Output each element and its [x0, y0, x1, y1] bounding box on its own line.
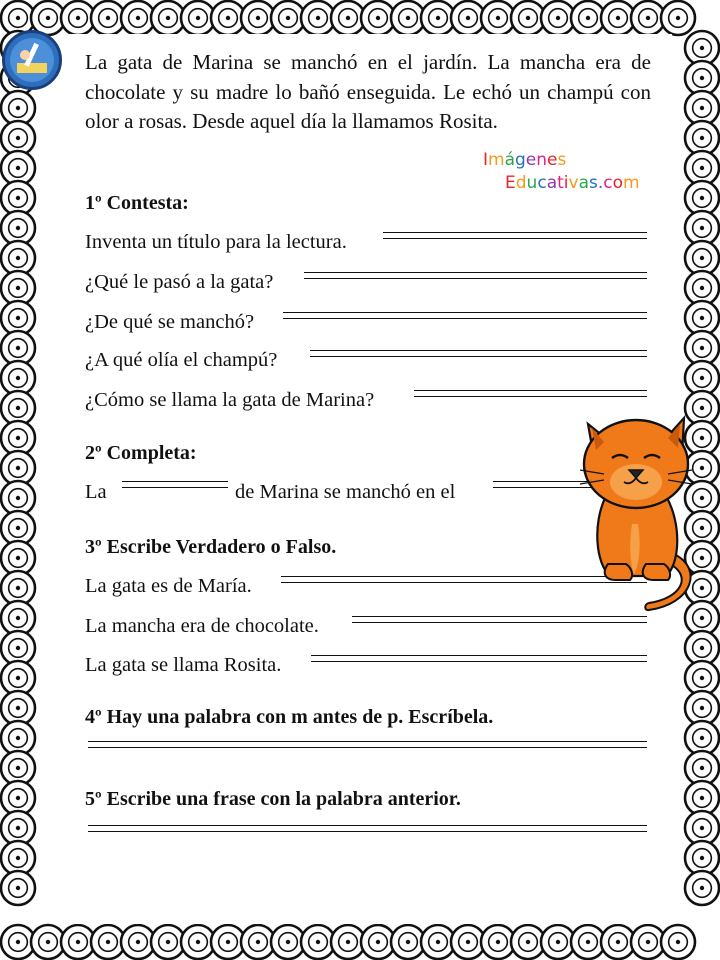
complete-text-middle: de Marina se manchó en el [235, 481, 456, 503]
blank-line-1[interactable] [122, 481, 228, 488]
answer-line-1[interactable] [383, 232, 647, 239]
cat-illustration-icon [574, 404, 699, 616]
answer-line-5[interactable] [414, 390, 647, 397]
question-5: ¿Cómo se llama la gata de Marina? [85, 389, 375, 411]
answer-line-3[interactable] [283, 312, 647, 319]
statement-2: La mancha era de chocolate. [85, 615, 319, 637]
section3-heading: 3º Escribe Verdadero o Falso. [85, 536, 337, 558]
question-2: ¿Qué le pasó a la gata? [85, 271, 274, 293]
brand-logo-line2: Educativas.com [505, 173, 640, 193]
writing-line-4[interactable] [88, 741, 647, 748]
section4-heading: 4º Hay una palabra con m antes de p. Escríbela. [85, 706, 494, 728]
section5-heading: 5º Escribe una frase con la palabra anterior. [85, 788, 461, 810]
complete-text-start: La [85, 481, 107, 503]
section1-heading: 1º Contesta: [85, 192, 189, 214]
true-false-line-3[interactable] [311, 655, 647, 662]
reading-paragraph: La gata de Marina se manchó en el jardín. La mancha era de chocolate y su madre lo bañó enseguida. Le echó un champú con olor a rosas. Desde aquel día la llamamos Rosita. [85, 50, 651, 133]
answer-line-4[interactable] [310, 350, 647, 357]
answer-line-2[interactable] [304, 272, 647, 279]
brand-logo-line1: Imágenes [483, 150, 567, 170]
question-1: Inventa un título para la lectura. [85, 231, 347, 253]
true-false-line-2[interactable] [352, 616, 647, 623]
statement-1: La gata es de María. [85, 575, 252, 597]
statement-3: La gata se llama Rosita. [85, 654, 282, 676]
section2-heading: 2º Completa: [85, 442, 197, 464]
school-logo-icon [2, 30, 62, 90]
question-3: ¿De qué se manchó? [85, 311, 255, 333]
writing-line-5[interactable] [88, 825, 647, 832]
question-4: ¿A qué olía el champú? [85, 349, 278, 371]
